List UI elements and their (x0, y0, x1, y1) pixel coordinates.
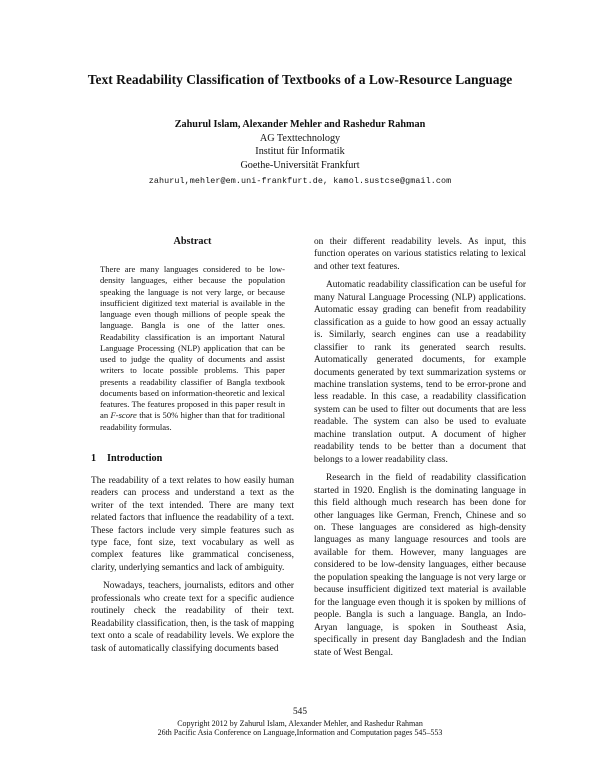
right-paragraph-1: on their different readability levels. As input, this function operates on various statistics relating to lexical and other text features. (314, 237, 526, 272)
affiliation-line-3: Goethe-Universität Frankfurt (240, 159, 360, 171)
page-number: 545 (293, 707, 307, 717)
paper-title: Text Readability Classification of Textbooks of a Low-Resource Language (87, 72, 513, 87)
affiliation-line-1: AG Texttechnology (259, 132, 341, 144)
right-paragraph-3: Research in the field of readability classification started in 1920. English is the dominating language in this field although much research has been done for other languages like German, French, Chinese and so on. These languages are considered as high-density languages as many language resources and tools are available for them. However, many languages are considered to be low-density languages, either because the population speaking the language is not very large or because insufficient digitized text material is available for the language even though it is spoken by millions of people. Bangla is such a language. Bangla, an Indo-Aryan language, is spoken in Southeast Asia, specifically in present day Bangladesh and the Indian state of West Bengal. (314, 473, 526, 658)
section-heading-introduction (91, 453, 294, 465)
abstract-heading: Abstract (173, 236, 212, 247)
abstract-text (100, 264, 285, 433)
abstract-text-part-2: that is 50% higher than that for traditional readability formulas. (100, 410, 285, 432)
introduction-body (91, 475, 294, 655)
abstract-fscore-term: F-score (110, 410, 137, 421)
copyright-line: Copyright 2012 by Zahurul Islam, Alexander Mehler, and Rashedur Rahman (177, 719, 423, 728)
section-title: Introduction (107, 452, 163, 464)
conference-line: 26th Pacific Asia Conference on Language,Information and Computation pages 545–553 (157, 728, 443, 737)
right-column (314, 236, 526, 659)
abstract-text-part-1: There are many languages considered to be low-density languages, either because the population speaking the language is not very large, or because insufficient digitized text material is available in the language even though millions of people speak the language. Bangla is one of the latter ones. Readability classification is an important Natural Language Processing (NLP) application that can be used to judge the quality of documents and assist writers to locate possible problems. This paper presents a readability classifier of Bangla textbook documents based on information-theoretic and lexical features. The features proposed in this paper result in an (100, 264, 285, 421)
author-emails: zahurul,mehler@em.uni-frankfurt.de, kamol.sustcse@gmail.com (148, 176, 452, 186)
intro-paragraph-2: Nowadays, teachers, journalists, editors and other professionals who create text for a specific audience routinely check the readability of their text. Readability classification, then, is the task of mapping text onto a scale of readability levels. We explore the task of automatically classifying documents based (91, 581, 294, 654)
author-names: Zahurul Islam, Alexander Mehler and Rashedur Rahman (174, 119, 426, 130)
section-number: 1 (91, 452, 97, 464)
page-footer (60, 706, 540, 737)
affiliation-line-2: Institut für Informatik (255, 146, 345, 157)
intro-paragraph-1: The readability of a text relates to how easily human readers can process and understand a text as the writer of the text intended. There are many text related factors that influence the readability of a text. These factors include very simple features such as type face, font size, text vocabulary as well as complex features like grammatical conciseness, clarity, underlying semantics and lack of ambiguity. (91, 475, 294, 573)
author-block (60, 118, 540, 189)
right-paragraph-2: Automatic readability classification can be useful for many Natural Language Processing (NLP) applications. Automatic essay grading can benefit from readability classification as a guide to how good an essay actually is. Similarly, search engines can use a readability classifier to rank its generated search results. Automatically generated documents, for example documents generated by text summarization systems or machine translation systems, tend to be error-prone and less readable. In this case, a readability classification system can be used to filter out documents that are less readable. The system can also be used to evaluate machine translation output. A document of higher readability tends to be better than a document that belongs to a lower readability class. (314, 280, 526, 465)
left-column (91, 236, 294, 655)
